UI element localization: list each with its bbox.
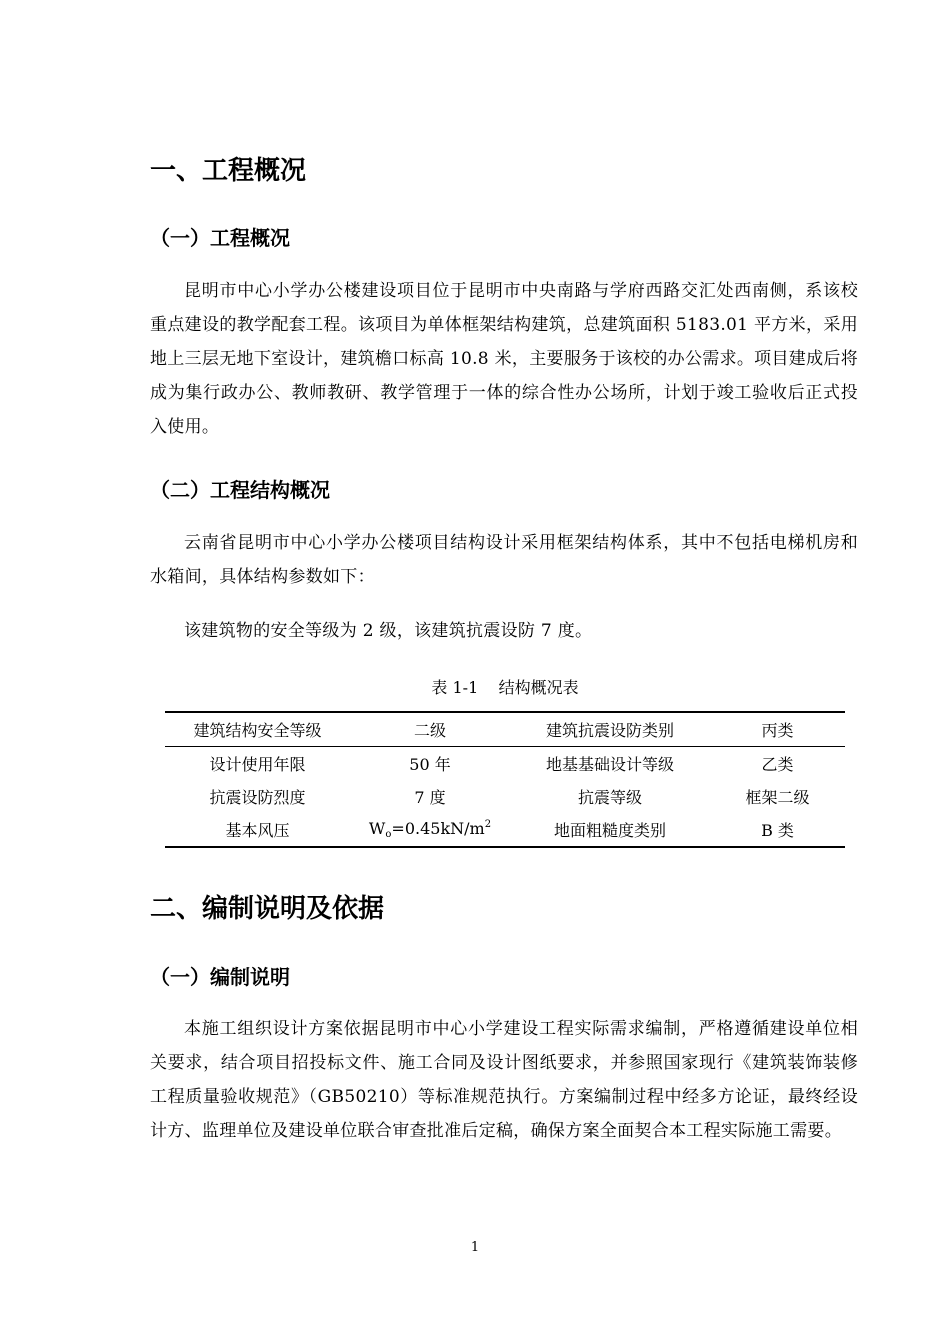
table-cell: 乙类 — [761, 755, 794, 774]
table-cell: 抗震设防烈度 — [209, 788, 306, 807]
table-cell: 丙类 — [710, 712, 845, 747]
table-cell: 基本风压 — [225, 821, 290, 840]
table-cell: 设计使用年限 — [209, 755, 306, 774]
table-cell: 地面粗糙度类别 — [553, 821, 666, 840]
page-number: 1 — [470, 1240, 480, 1255]
wind-pressure-cell — [350, 813, 510, 847]
table-row — [165, 780, 845, 813]
section-1-heading: 一、工程概况 — [150, 156, 307, 186]
wind-superscript: 2 — [484, 819, 492, 830]
table-cell: B 类 — [761, 821, 794, 840]
project-overview-paragraph: 昆明市中心小学办公楼建设项目位于昆明市中央南路与学府西路交汇处西南侧，系该校重点建设的教学配套工程。该项目为单体框架结构建筑，总建筑面积 5183.01 平方米，采用地上三层无地下室设计，建筑檐口标高 10.8 米，主要服务于该校的办公需求。项目建成后将成为集行政办公、教师教研、教学管理于一体的综合性办公场所，计划于竣工验收后正式投入使用。 — [150, 281, 858, 437]
table-cell: 抗震等级 — [577, 788, 642, 807]
table-caption: 表 1-1 结构概况表 — [431, 678, 579, 697]
compilation-paragraph: 本施工组织设计方案依据昆明市中心小学建设工程实际需求编制，严格遵循建设单位相关要求，结合项目招投标文件、施工合同及设计图纸要求，并参照国家现行《建筑装饰装修工程质量验收规范》（GB50210）等标准规范执行。方案编制过程中经多方论证，最终经设计方、监理单位及建设单位联合审查批准后定稿，确保方案全面契合本工程实际施工需要。 — [150, 1019, 858, 1141]
section-1-2-heading: （二）工程结构概况 — [150, 478, 330, 502]
table-row — [165, 813, 845, 847]
section-2-heading: 二、编制说明及依据 — [150, 894, 385, 924]
table-row — [165, 712, 845, 747]
wind-symbol: W — [368, 819, 386, 838]
table-row — [165, 747, 845, 781]
table-cell: 框架二级 — [745, 788, 810, 807]
section-1-1-heading: （一）工程概况 — [150, 226, 290, 250]
table-cell: 7 度 — [414, 788, 446, 807]
safety-grade-paragraph: 该建筑物的安全等级为 2 级，该建筑抗震设防 7 度。 — [184, 621, 593, 641]
table-cell: 建筑抗震设防类别 — [510, 712, 710, 747]
table-cell: 二级 — [350, 712, 510, 747]
structure-intro-paragraph: 云南省昆明市中心小学办公楼项目结构设计采用框架结构体系，其中不包括电梯机房和水箱间，具体结构参数如下： — [150, 533, 858, 587]
wind-value: =0.45kN/m — [391, 819, 485, 838]
section-2-1-heading: （一）编制说明 — [150, 965, 290, 989]
wind-subscript: o — [385, 829, 392, 840]
structure-overview-table — [165, 711, 845, 848]
table-cell: 建筑结构安全等级 — [165, 712, 350, 747]
table-cell: 地基基础设计等级 — [545, 755, 674, 774]
table-cell: 50 年 — [409, 755, 451, 774]
